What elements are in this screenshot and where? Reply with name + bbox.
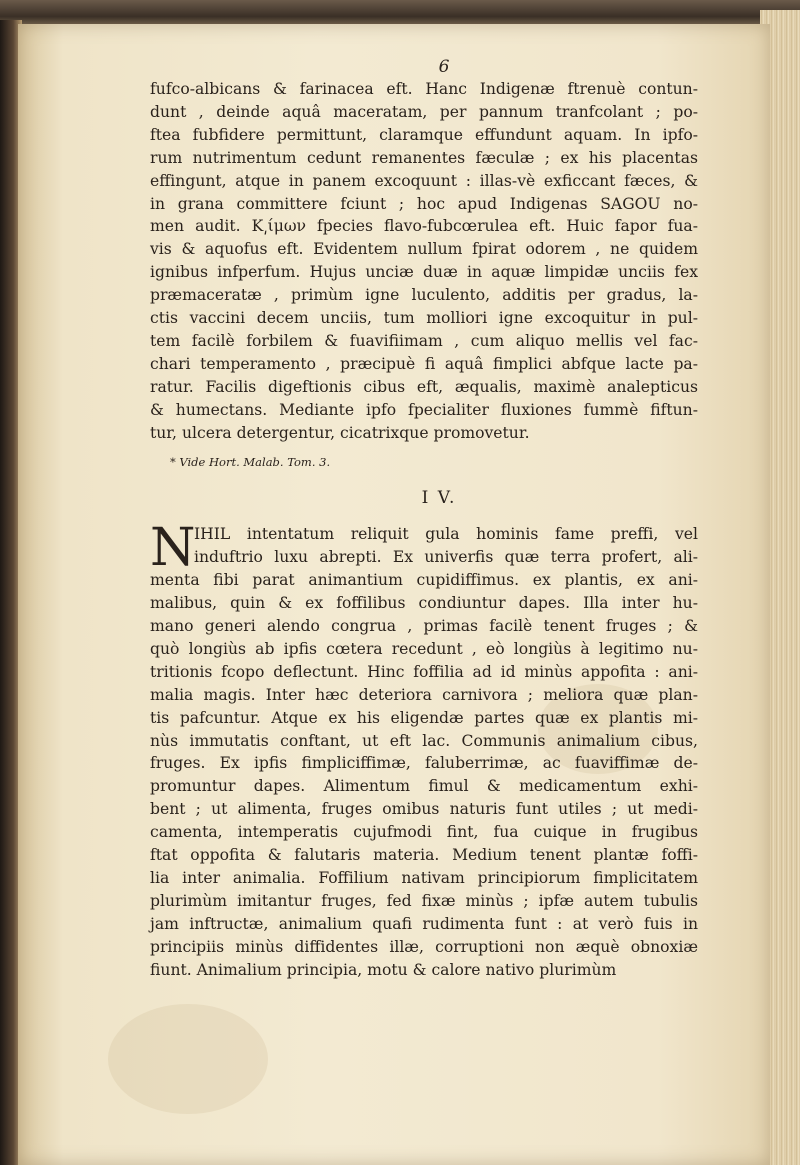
paragraph-2-body [150,569,698,981]
section-heading: I V. [421,487,457,508]
text-line: vis & aquofus eft. Evidentem nullum fpirat odorem , ne quidem [150,240,698,259]
text-line: malia magis. Inter hæc deteriora carnivora ; meliora quæ plan- [150,685,698,704]
text-line: tritionis fcopo deflectunt. Hinc foffilia ad id minùs appofita : ani- [150,662,698,681]
text-line: ratur. Facilis digeftionis cibus eft, æqualis, maximè analepticus [150,377,698,396]
drop-cap: N [150,518,196,579]
text-line: fruges. Ex ipfis fimpliciffimæ, faluberrimæ, ac fuaviffimæ de- [150,754,698,773]
text-line: promuntur dapes. Alimentum fimul & medicamentum exhi- [150,777,698,796]
text-line: lia inter animalia. Foffilium nativam principiorum fimplicitatem [150,869,698,887]
text-line: tis pafcuntur. Atque ex his eligendæ partes quæ ex plantis mi- [150,708,698,727]
text-line: fiunt. Animalium principia, motu & calore nativo plurimùm [150,960,617,979]
drop-cap-lines [150,518,698,579]
text-line: malibus, quin & ex foffilibus condiuntur dapes. Illa inter hu- [150,594,698,613]
text-line: & humectans. Mediante ipfo fpecialiter fluxiones fummè fiftun- [150,400,698,419]
text-line: tur, ulcera detergentur, cicatrixque promovetur. [150,423,530,442]
page-text [150,56,698,982]
text-line: ftat oppofita & falutaris materia. Medium tenent plantæ foffi- [150,846,698,865]
text-line: IHIL intentatum reliquit gula hominis fame preffi, vel [194,525,698,544]
text-line: nùs immutatis conftant, ut eft lac. Communis animalium cibus, [150,731,698,750]
text-line: induftrio luxu abrepti. Ex univerfis quæ terra profert, ali- [194,548,698,567]
text-line: in grana committere fciunt ; hoc apud Indigenas SAGOU no- [150,194,698,213]
text-line: plurimùm imitantur fruges, fed fixæ minùs ; ipfæ autem tubulis [150,891,698,910]
text-line: men audit. K͵ίμων fpecies flavo-fubcœrulea eft. Huic fapor fua- [150,217,698,236]
text-line: ignibus infperfum. Hujus unciæ duæ in aquæ limpidæ unciis fex [150,263,698,282]
text-line: quò longiùs ab ipfis cœtera recedunt , eò longiùs à legitimo nu- [150,639,698,658]
text-line: jam inftructæ, animalium quafi rudimenta funt : at verò fuis in [150,914,698,933]
text-line: bent ; ut alimenta, fruges omibus naturis funt utiles ; ut medi- [150,800,698,819]
footnote: * Vide Hort. Malab. Tom. 3. [170,454,331,469]
text-line: præmaceratæ , primùm igne luculento, additis per gradus, la- [150,286,698,305]
text-line: chari temperamento , præcipuè fi aquâ fimplici abfque lacte pa- [150,354,698,373]
text-line: principiis minùs diffidentes illæ, corruptioni non æquè obnoxiæ [150,937,698,956]
text-line: effingunt, atque in panem excoquunt : illas-vè exficcant fæces, & [150,171,698,190]
text-line: dunt , deinde aquâ maceratam, per pannum tranfcolant ; po- [150,102,698,121]
text-line: mano generi alendo congrua , primas facilè tenent fruges ; & [150,617,698,636]
page-number: 6 [438,57,450,77]
text-line: camenta, intemperatis cujufmodi fint, fua cuique in frugibus [150,823,698,842]
paper-stain [108,1004,268,1114]
text-line: menta fibi parat animantium cupidiffimus. ex plantis, ex ani- [150,571,698,590]
text-line: fufco-albicans & farinacea eft. Hanc Indigenæ ftrenuè contun- [150,80,698,98]
text-line: ftea fubfidere permittunt, claramque effundunt aquam. In ipfo- [150,125,698,144]
text-line: rum nutrimentum cedunt remanentes fæculæ ; ex his placentas [150,148,698,167]
paragraph-1 [150,78,698,445]
text-line: tem facilè forbilem & fuavifiimam , cum aliquo mellis vel fac- [150,331,698,350]
paragraph-2 [150,518,698,981]
text-line: ctis vaccini decem unciis, tum molliori igne excoquitur in pul- [150,309,698,328]
